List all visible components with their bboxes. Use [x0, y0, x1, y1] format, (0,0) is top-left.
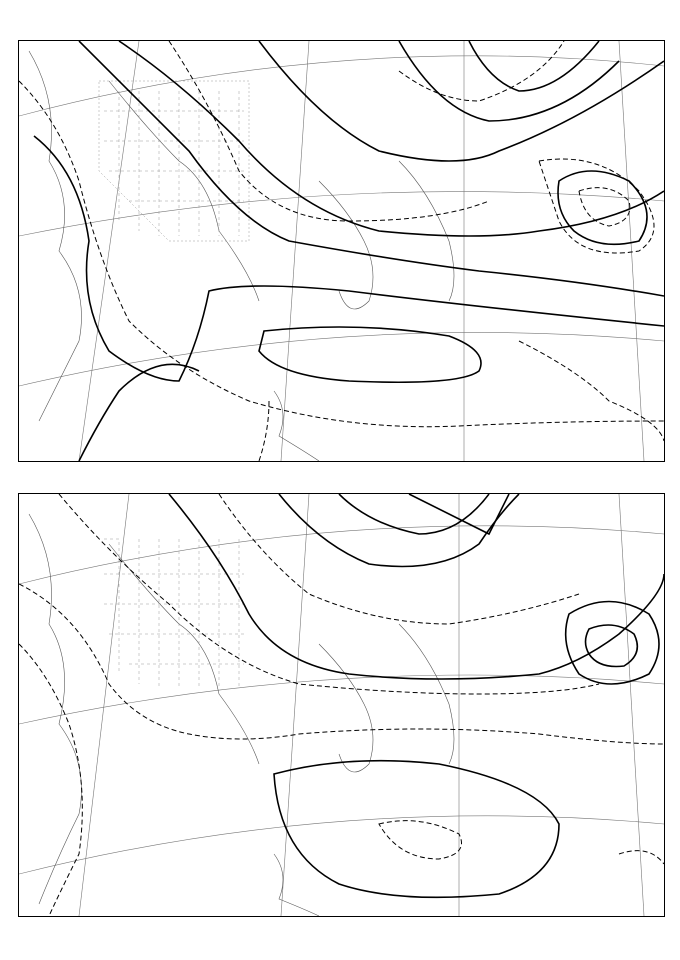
height-contours: [34, 41, 664, 461]
analysis-500hpa-map: [18, 493, 665, 917]
hatched-region: [104, 539, 244, 689]
height-contours: [169, 494, 664, 897]
map-500hpa-graphic: [19, 494, 664, 916]
analysis-300hpa-map: [18, 40, 665, 462]
map-300hpa-graphic: [19, 41, 664, 461]
hatched-region: [99, 81, 249, 241]
graticule: [19, 494, 664, 916]
coastlines: [29, 514, 454, 916]
coastlines: [29, 51, 454, 461]
